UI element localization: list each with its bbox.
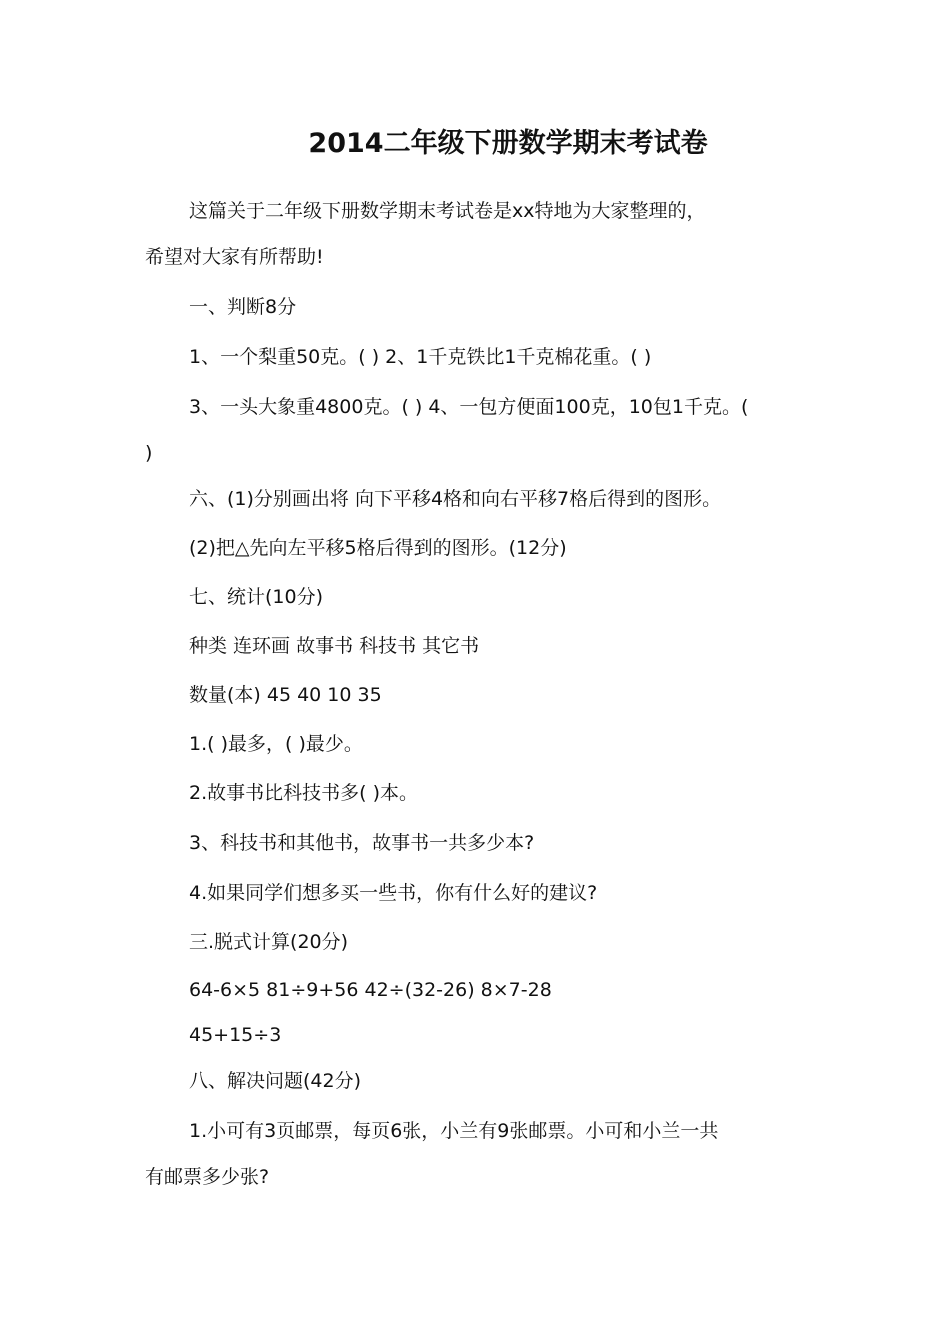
calculation-line2: 45+15÷3 — [189, 1024, 282, 1046]
intro-paragraph-line1: 这篇关于二年级下册数学期末考试卷是xx特地为大家整理的， — [189, 200, 706, 222]
section7-question-3: 3、科技书和其他书，故事书一共多少本? — [189, 832, 535, 854]
section7-heading: 七、统计(10分) — [189, 586, 324, 608]
section8-heading: 八、解决问题(42分) — [189, 1070, 362, 1092]
stats-quantities-row: 数量(本) 45 40 10 35 — [189, 684, 382, 706]
question-1-2: 1、一个梨重50克。( ) 2、1千克铁比1千克棉花重。( ) — [189, 346, 652, 368]
section8-question-1-line2: 有邮票多少张? — [145, 1166, 270, 1188]
section3-heading: 三.脱式计算(20分) — [189, 931, 349, 953]
document-title: 2014二年级下册数学期末考试卷 — [308, 128, 708, 159]
section7-question-4: 4.如果同学们想多买一些书，你有什么好的建议? — [189, 882, 598, 904]
question-3-4-line2: ) — [145, 442, 153, 464]
section6-line1: 六、(1)分别画出将 向下平移4格和向右平移7格后得到的图形。 — [189, 488, 722, 510]
section1-heading: 一、判断8分 — [189, 296, 297, 318]
section7-question-1: 1.( )最多，( )最少。 — [189, 733, 363, 755]
question-3-4-line1: 3、一头大象重4800克。( ) 4、一包方便面100克，10包1千克。( — [189, 396, 749, 418]
section8-question-1-line1: 1.小可有3页邮票，每页6张，小兰有9张邮票。小可和小兰一共 — [189, 1120, 719, 1142]
calculation-line1: 64-6×5 81÷9+56 42÷(32-26) 8×7-28 — [189, 979, 552, 1001]
section6-line2: (2)把△先向左平移5格后得到的图形。(12分) — [189, 537, 567, 559]
stats-categories-row: 种类 连环画 故事书 科技书 其它书 — [189, 635, 480, 657]
intro-paragraph-line2: 希望对大家有所帮助! — [145, 246, 324, 268]
section7-question-2: 2.故事书比科技书多( )本。 — [189, 782, 418, 804]
